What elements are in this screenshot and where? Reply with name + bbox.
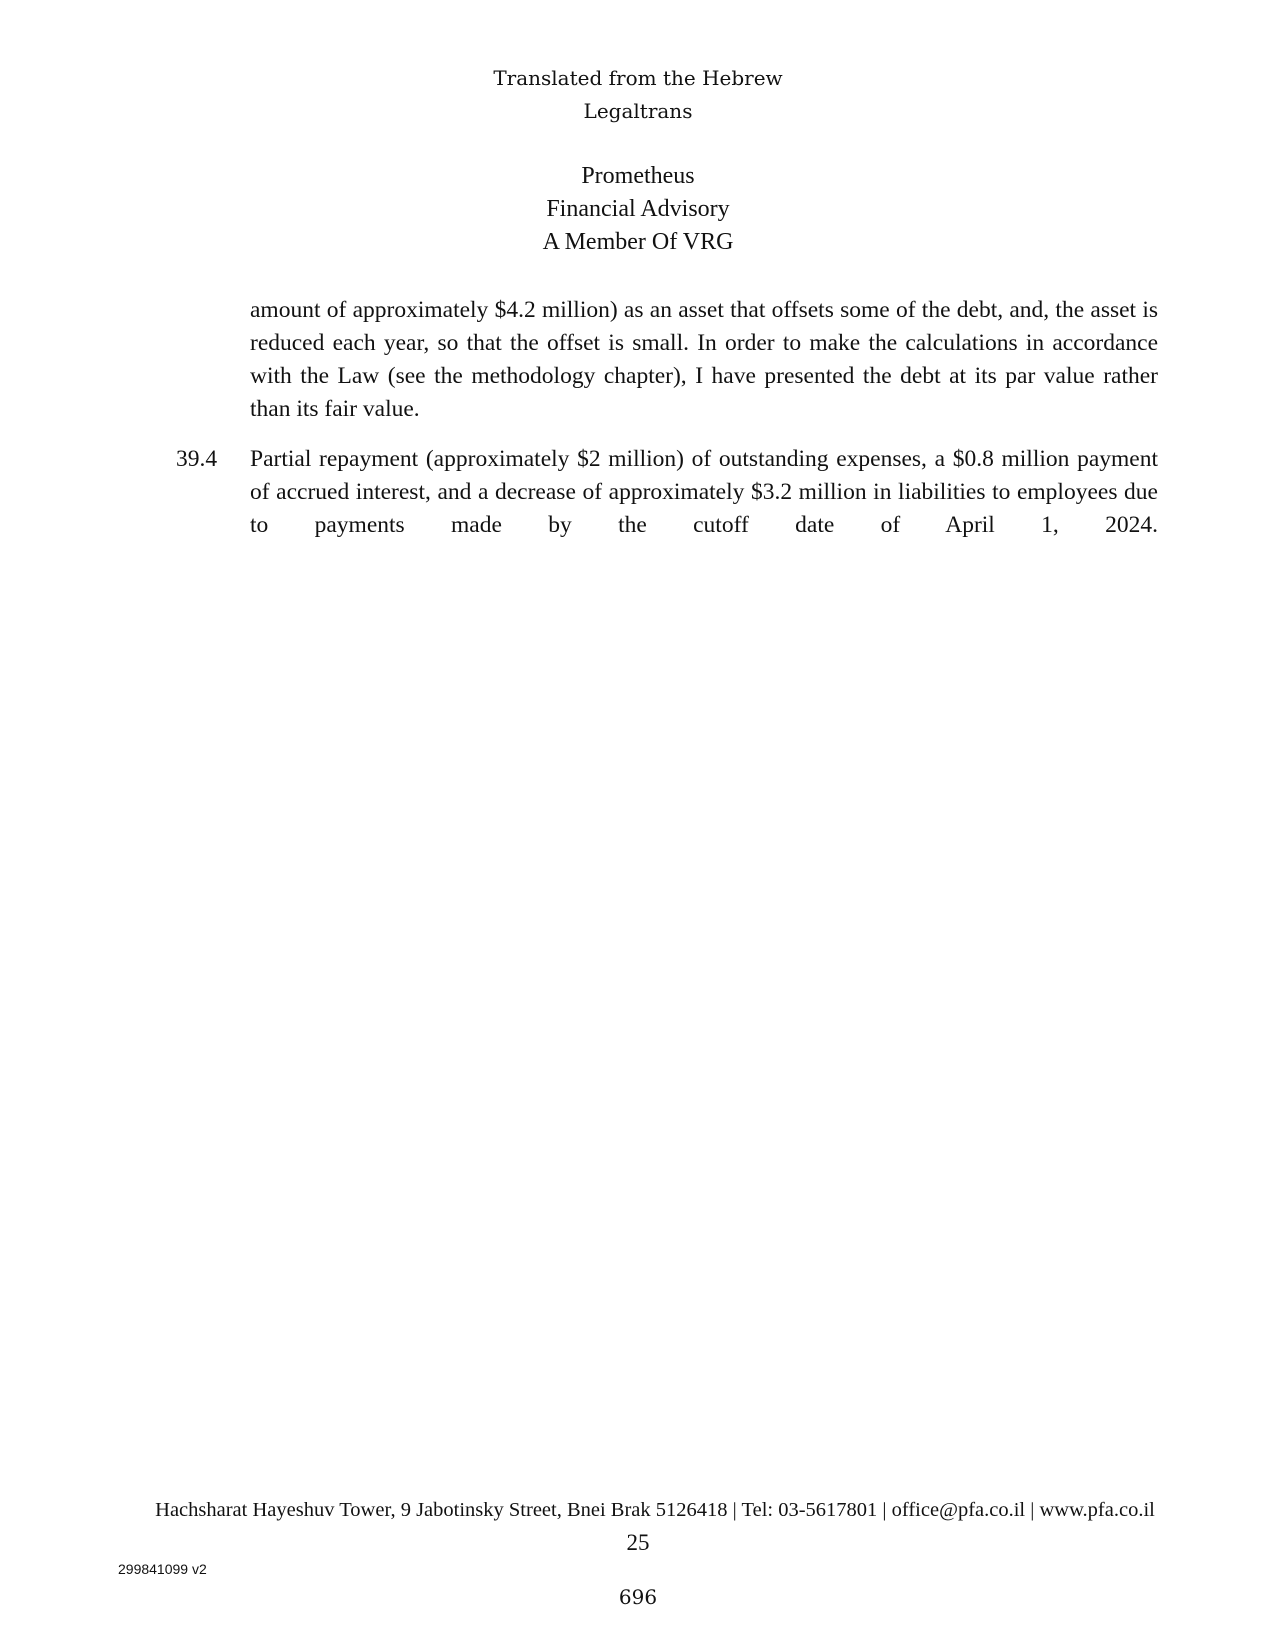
bates-number: 696 — [618, 1585, 658, 1609]
document-body — [0, 294, 1276, 542]
paragraph-39-4 — [176, 443, 1158, 542]
page-number: 25 — [626, 1530, 650, 1555]
firm-header — [0, 160, 1276, 259]
firm-membership: A Member Of VRG — [542, 229, 734, 255]
firm-name: Prometheus — [581, 163, 695, 189]
document-id: 299841099 v2 — [118, 1561, 207, 1577]
paragraph-number: 39.4 — [176, 446, 218, 472]
translator-name: Legaltrans — [583, 99, 693, 123]
translation-note — [0, 62, 1276, 128]
continued-paragraph: amount of approximately $4.2 million) as an asset that offsets some of the debt, and, the asset is reduced each year, so that the offset is small. In order to make the calculations in accordance with the Law (see the methodology chapter), I have presented the debt at its par value rather than its fair value. — [250, 297, 1158, 422]
translation-note-line: Translated from the Hebrew — [493, 66, 783, 90]
firm-subtitle: Financial Advisory — [546, 196, 730, 222]
paragraph-text: Partial repayment (approximately $2 million) of outstanding expenses, a $0.8 million payment of accrued interest, and a decrease of approximately $3.2 million in liabilities to employees due to payments made by the cutoff date of April 1, 2024. — [250, 446, 1158, 538]
footer-address: Hachsharat Hayeshuv Tower, 9 Jabotinsky Street, Bnei Brak 5126418 | Tel: 03-5617801 | office@pfa.co.il | www.pfa.co.il — [155, 1499, 1155, 1521]
